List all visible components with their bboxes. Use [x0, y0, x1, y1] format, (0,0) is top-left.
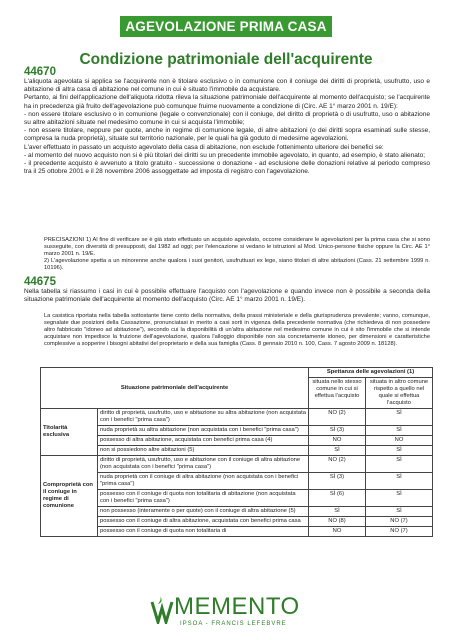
paragraph: Nella tabella si riassumo i casi in cui è possibile effettuare l'acquisto con l'agevolazione e quando invece non è possibile a seconda della situazione patrimoniale dell'acquirente al momento dell'acquisto (Circ. AE 1° marzo 2001 n. 19/E). — [24, 288, 430, 304]
table-row — [41, 507, 433, 517]
row-description: diritto di proprietà, usufrutto, uso e abitazione con il coniuge di altra abitazione (non acquistata con i benefici "prima casa") — [98, 456, 309, 473]
table-header-row — [41, 368, 433, 378]
logo-subtitle: IPSOA - FRANCIS LEFEBVRE — [180, 621, 287, 627]
table-row — [41, 456, 433, 473]
header-other-comune: situata in altro comune rispetto a quello nel quale si effettua l'acquisto — [366, 378, 433, 409]
cell-same-comune: SÌ — [309, 446, 366, 456]
banner: AGEVOLAZIONE PRIMA CASA — [120, 16, 332, 37]
row-description: possesso con il coniuge di quota non totalitaria di — [98, 527, 309, 537]
paragraph: - il precedente acquisto è avvenuto a titolo gratuito - successione o donazione - ad esclusione delle donazioni relative al periodo compreso tra il 25 ottobre 2001 e il 28 novembre 2006 assoggettate ad imposta di registro con l'agevolazione. — [24, 160, 430, 176]
eligibility-table — [40, 367, 433, 537]
cell-same-comune: NO (8) — [309, 517, 366, 527]
cell-other-comune: SÌ — [366, 473, 433, 490]
row-description: nuda proprietà su altra abitazione (non acquistata con i benefici "prima casa") — [98, 426, 309, 436]
cell-other-comune: SÌ — [366, 409, 433, 426]
cell-other-comune: NO — [366, 436, 433, 446]
section-44670-text — [24, 78, 430, 176]
cell-same-comune: NO — [309, 436, 366, 446]
cell-same-comune: SÌ — [309, 507, 366, 517]
paragraph: Pertanto, ai fini dell'applicazione dell'aliquota ridotta rileva la situazione patrimoniale dell'acquirente al momento dell'acquisto; se l'acquirente ha in precedenza già fruito dell'agevolazione può comunque fruirne nuovamente a condizione di (Circ. AE 1° marzo 2001 n. 19/E): — [24, 94, 430, 110]
cell-other-comune: SÌ — [366, 490, 433, 507]
table-row — [41, 517, 433, 527]
note: PRECISAZIONI 1) Al fine di verificare se è già stato effettuato un acquisto agevolato, occorre considerare le agevolazioni per la prima casa che si sono susseguite, con diversità di presupposti, dal 1982 ad oggi; per l'elencazione si vedano le istruzioni al Mod. Unico-persone fisiche oppure la Circ. AE 1° marzo 2001 n. 19/E. — [44, 237, 430, 257]
section-44670-notes — [44, 237, 430, 273]
row-description: diritto di proprietà, usufrutto, uso e abitazione su altra abitazione (non acquistata con i benefici "prima casa") — [98, 409, 309, 426]
section-44675-note — [44, 313, 430, 348]
row-description: nuda proprietà con il coniuge di altra abitazione (non acquistata con i benefici "prima casa") — [98, 473, 309, 490]
row-description: non si possiedono altre abitazioni (5) — [98, 446, 309, 456]
table-row — [41, 409, 433, 426]
cell-same-comune: NO — [309, 527, 366, 537]
section-44675-text — [24, 288, 430, 304]
row-group-label: Titolarità esclusiva — [41, 409, 98, 456]
cell-other-comune: SÌ — [366, 507, 433, 517]
logo-name: MEMENTO — [174, 593, 300, 620]
table-row — [41, 473, 433, 490]
row-description: possesso di altra abitazione, acquistata con benefici prima casa (4) — [98, 436, 309, 446]
cell-other-comune: SÌ — [366, 456, 433, 473]
cell-same-comune: SÌ (3) — [309, 473, 366, 490]
note: 2) L'agevolazione spetta a un minorenne anche qualora i suoi genitori, usufruttuari ex lege, siano titolari di altre abitazioni (Cass. 21 settembre 1999 n. 10196). — [44, 258, 430, 272]
page-title: Condizione patrimoniale dell'acquirente — [79, 51, 373, 68]
cell-other-comune: NO (7) — [366, 517, 433, 527]
cell-other-comune: SÌ — [366, 426, 433, 436]
paragraph: L'aliquota agevolata si applica se l'acquirente non è titolare esclusivo o in comunione con il coniuge dei diritti di proprietà, usufrutto, uso e abitazione di altra casa di abitazione nel comune in cui è situato l'immobile da acquistare. — [24, 78, 430, 94]
cell-other-comune: SÌ — [366, 446, 433, 456]
paragraph: - non essere titolare esclusivo o in comunione (legale o convenzionale) con il coniuge, del diritto di proprietà o di usufrutto, uso o abitazione su altre abitazioni situate nel medesimo comune in cui si acquista l'immobile; — [24, 110, 430, 127]
row-description: possesso con il coniuge di quota non totalitaria di abitazione (non acquistata con i benefici "prima casa") — [98, 490, 309, 507]
table-row — [41, 490, 433, 507]
cell-same-comune: SÌ (3) — [309, 426, 366, 436]
cell-same-comune: NO (2) — [309, 456, 366, 473]
paragraph: - non essere titolare, neppure per quote, anche in regime di comunione legale, di altre abitazioni (o dei diritti sopra esaminati sulle stesse, compresa la nuda proprietà), situate sul territorio nazionale, per le quali ha già goduto di medesime agevolazioni. — [24, 127, 430, 143]
cell-same-comune: SÌ (6) — [309, 490, 366, 507]
row-group-label: Comproprietà con il coniuge in regime di comunione — [41, 456, 98, 537]
memento-logo-mark-icon — [150, 594, 174, 624]
row-description: non possesso (interamente o per quote) con il coniuge di altra abitazione (5) — [98, 507, 309, 517]
note: La casistica riportata nella tabella sottostante tiene conto della normativa, della prassi ministeriale e della giurisprudenza prevalente; vanno, comunque, segnalate due posizioni della Cassazione, pronunciatasi in merito a casi sorti in vigenza della precedente normativa (che richiedeva di non possedere altro fabbricato "idoneo ad abitazione"), secondo cui la disponibilità di un'altra abitazione nel medesimo comune in cui è sito l'immobile che si intende acquistare non impedisce la fruizione dell'agevolazione, qualora l'alloggio disponibile non sia concretamente idoneo, per dimensioni e caratteristiche complessive a sopperire i bisogni abitativi del proprietario e della sua famiglia (Cass. 8 gennaio 2010 n. 100, Cass. 7 agosto 2009 n. 18128). — [44, 313, 430, 347]
table-row — [41, 436, 433, 446]
header-group: Spettanza delle agevolazioni (1) — [309, 368, 433, 378]
paragraph: - al momento del nuovo acquisto non si è più titolari dei diritti su un precedente immobile agevolato, in quanto, ad esempio, è stato alienato; — [24, 151, 426, 159]
header-same-comune: situata nello stesso comune in cui si effettua l'acquisto — [309, 378, 366, 409]
row-description: possesso con il coniuge di altra abitazione, acquistata con benefici prima casa — [98, 517, 309, 527]
cell-same-comune: NO (2) — [309, 409, 366, 426]
header-situation: Situazione patrimoniale dell'acquirente — [41, 368, 309, 409]
table-body — [41, 409, 433, 537]
section-number-44675: 44675 — [24, 276, 56, 288]
section-number-44670: 44670 — [24, 66, 56, 78]
cell-other-comune: NO (7) — [366, 527, 433, 537]
table-row — [41, 527, 433, 537]
table-row — [41, 426, 433, 436]
memento-logo — [150, 592, 310, 636]
table-row — [41, 446, 433, 456]
paragraph: L'aver effettuato in passato un acquisto agevolato della casa di abitazione, non esclude l'ottenimento ulteriore dei benefici se: — [24, 143, 384, 151]
